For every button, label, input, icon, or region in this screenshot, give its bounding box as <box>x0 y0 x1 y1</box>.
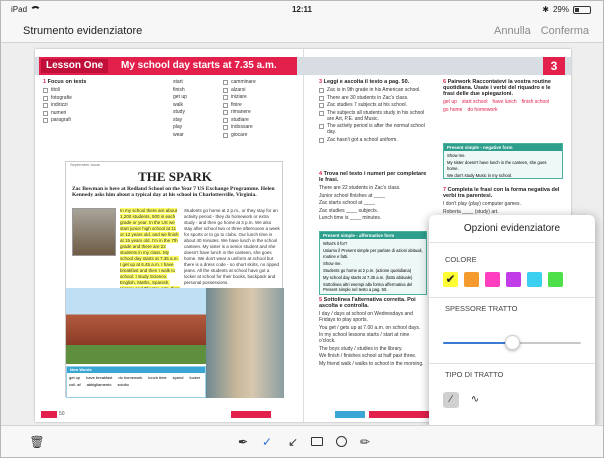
popover-title: Opzioni evidenziatore <box>429 215 595 243</box>
verb-item <box>173 132 217 138</box>
exercise-1-item <box>43 95 139 101</box>
checkbox[interactable] <box>223 110 228 115</box>
present-simple-box <box>319 231 427 295</box>
circle-icon[interactable] <box>333 434 349 450</box>
new-word: locker <box>189 375 201 380</box>
new-word: get up <box>69 375 81 380</box>
bluetooth-icon: ✱ <box>542 5 549 14</box>
present-simple-line-text: Usiamo il Present simple per parlare di azioni abituali, routine e fatti. <box>323 248 423 259</box>
new-word: do homework <box>118 375 143 380</box>
article-lead: Zac Bowman is here at Redland School on the Year 7 US Exchange Programme. Helen Kennedy asks him about a typical day at his school in Charlottesville, Virginia. <box>72 186 275 198</box>
negative-form-line-text: We don't study Music in my school. <box>447 172 513 178</box>
lesson-tag: Lesson One <box>41 59 108 73</box>
new-words-box <box>66 366 206 398</box>
present-simple-line-text: What's it for? <box>323 241 348 246</box>
smooth-curve-icon[interactable]: ∿ <box>470 394 480 405</box>
checkbox[interactable] <box>223 125 228 130</box>
color-swatch[interactable] <box>464 272 479 287</box>
translation-item-text: indossare <box>231 124 253 130</box>
article-masthead: September issue <box>70 162 101 167</box>
exercise-3-item <box>319 123 427 135</box>
exercise-2 <box>173 79 289 139</box>
exercise-1-item <box>43 117 139 123</box>
new-words-list <box>67 373 205 389</box>
verb-item <box>173 117 217 123</box>
checkbox[interactable] <box>43 111 48 116</box>
verb-item <box>173 94 217 100</box>
trash-icon[interactable]: 🗑 <box>29 435 45 449</box>
new-words-title: New Words <box>67 367 205 373</box>
exercise-1-item-text: numeri <box>51 109 67 116</box>
page-spine <box>303 49 304 422</box>
page-number: 3 <box>543 57 565 75</box>
verb-item-text: study <box>173 109 185 115</box>
verb-item <box>173 102 217 108</box>
translation-item <box>223 117 275 123</box>
battery-level <box>575 8 579 12</box>
present-simple-line-text: Sottolinea altri esempi alla forma affermativa del Present simple nel testo a pag. 50. <box>323 281 413 292</box>
article-column-1[interactable]: In my school there are about 1,200 students, 500 in each grade or year. In the US we start junior high school at 11 or 12 years old, and we finish at 15 years old. I'm in the 7th grade and there are 22 students in my class. My school day starts at 7.35 a.m. I get up at 6.45 a.m. I have breakfast and then I walk to school. I study Science, English, Maths, Spanish, <box>120 208 180 316</box>
checkbox[interactable] <box>43 103 48 108</box>
exercise-5-item-text: I day / days at school on Wednesdays and Fridays to play sports. <box>319 311 413 323</box>
phrase-chip: go home <box>443 107 463 113</box>
exercise-2-translations <box>223 79 275 139</box>
checkbox[interactable] <box>319 103 324 108</box>
exercise-1 <box>43 79 139 125</box>
checkbox[interactable] <box>43 96 48 101</box>
negative-form-box-title: Present simple - negative form <box>444 144 562 151</box>
exercise-5-item <box>319 311 427 323</box>
exercise-3-title: Leggi e ascolta il testo a pag. 50. <box>323 79 410 85</box>
translation-item-text: iniziare <box>231 94 247 100</box>
negative-form-line <box>447 153 559 159</box>
exercise-6-title: Pairwork Raccontatevi la vostra routine quotidiana. Usate i verbi del riquadro e le frasi delle due spiegazioni. <box>443 79 551 97</box>
negative-form-line-text: Show me. <box>447 153 466 158</box>
color-label: COLORE <box>445 255 477 264</box>
exercise-1-item-text: indirizzi <box>51 102 68 108</box>
exercise-3-item <box>319 137 427 143</box>
negative-form-box <box>443 143 563 179</box>
footer-left-page: 50 <box>59 411 65 417</box>
verb-item-text: finish <box>173 86 185 93</box>
school-building-photo <box>66 288 206 364</box>
device-name: iPad <box>11 5 28 14</box>
color-swatch[interactable] <box>443 272 458 287</box>
verb-item <box>173 79 217 85</box>
present-simple-line <box>323 282 423 293</box>
color-swatch[interactable] <box>548 272 563 287</box>
exercise-7: 7 Completa le frasi con la forma negativa del verbi tra parentesi. I don't play (play) computer games. Roberta ____ (study) art. <box>443 187 563 224</box>
negative-form-line-text: My sister doesn't have lunch in the canteen, she goes home. <box>447 160 547 171</box>
exercise-5-item-text: You get / gets up at 7.00 a.m. on school days. <box>319 324 421 331</box>
cancel-button[interactable]: Annulla <box>494 25 531 37</box>
verb-item <box>173 109 217 115</box>
checkbox[interactable] <box>319 111 324 116</box>
checkbox[interactable] <box>319 138 324 143</box>
negative-form-line <box>447 160 559 171</box>
lesson-band <box>35 57 571 75</box>
exercise-3-item-text: The activity period is after the normal school day. <box>327 123 425 135</box>
exercise-4-item <box>319 208 427 214</box>
status-time: 12:11 <box>291 5 313 14</box>
translation-item <box>223 132 275 138</box>
stroke-type-label: TIPO DI TRATTO <box>445 370 504 379</box>
translation-item <box>223 102 275 108</box>
eraser-icon[interactable]: ✏ <box>359 435 371 449</box>
exercise-7-item <box>443 201 563 207</box>
arrow-icon[interactable]: ↙ <box>287 435 299 449</box>
exercise-4-item <box>319 193 427 199</box>
verb-item <box>173 87 217 93</box>
exercise-5-title: Sottolinea l'alternativa corretta. Poi ascolta e controlla. <box>319 297 416 309</box>
exercise-3-item <box>319 95 427 101</box>
freehand-line-icon[interactable]: ∕ <box>443 392 459 408</box>
exercise-1-title: Focus on texts <box>47 79 87 85</box>
article-column-2[interactable]: Students go home at 2 p.m., or they stay for an activity period - they do homework or extra study - and then go home at 3 p.m. We also stay after school two or three afternoons a week for sports or to go to clubs. Our lunch time is about 40 minutes. We have lunch in the school canteen. My sister is a senior student and she doesn't have lunch in the canteen, she goes home. We don't wear a uniform at school but there is a dress code - no short skirts, no ripped jeans. All the students at school have got a locker at school for their books, backpack and personal possessions. <box>184 208 280 285</box>
student-photo <box>72 208 116 256</box>
exercise-5-item-text: In my school lessons starts / start at nine o'clock. <box>319 332 410 344</box>
new-word: lunch time <box>148 375 167 380</box>
verb-item-text: wear <box>173 131 184 138</box>
verb-item-text: start <box>173 79 183 85</box>
exercise-4-title: Trova nel testo i numeri per completare le frasi. <box>319 171 427 183</box>
checkbox[interactable] <box>43 88 48 93</box>
present-simple-line <box>323 241 423 247</box>
present-simple-line <box>323 275 423 281</box>
students-photo <box>206 288 284 398</box>
exercise-5-item <box>319 346 427 352</box>
battery-icon <box>573 6 591 14</box>
exercise-3-item-text: Zac studies 7 subjects at his school. <box>327 102 408 108</box>
top-toolbar <box>1 19 603 43</box>
new-word: coll. af <box>69 382 81 387</box>
exercise-5-item <box>319 361 427 367</box>
status-bar <box>1 1 603 19</box>
exercise-4-item <box>319 215 427 221</box>
color-swatch[interactable] <box>485 272 500 287</box>
present-simple-line-text: Show me. <box>323 260 342 266</box>
present-simple-line <box>323 261 423 267</box>
exercise-4-item-text: There are 22 students in Zac's class. <box>319 185 401 191</box>
exercise-5-list <box>319 311 427 367</box>
phrase-chip: have lunch <box>492 99 517 105</box>
translation-item <box>223 109 275 115</box>
exercise-3-item <box>319 110 427 122</box>
present-simple-line <box>323 268 423 274</box>
checkbox[interactable] <box>319 124 324 129</box>
toolbar-title: Strumento evidenziatore <box>23 25 143 37</box>
highlighter-icon[interactable]: ✓ <box>261 435 273 449</box>
checkbox[interactable] <box>223 95 228 100</box>
exercise-5-item-text: The boys study / studies in the library. <box>319 345 403 352</box>
exercise-5-item-text: We finish / finishes school at half past three. <box>319 353 417 359</box>
exercise-1-item-text: titoli <box>51 87 60 93</box>
translation-item <box>223 94 275 100</box>
exercise-4-item-text: Zac starts school at ____ <box>319 200 375 206</box>
checkbox[interactable] <box>319 96 324 101</box>
exercise-3: 3 Leggi e ascolta il testo a pag. 50. Zac is in 9th grade in his American school. There are 30 students in Zac's class. Zac studies 7 subjects at his school. The subjects all students study in his school are Art, P.E. and Music. The activity period is after the normal school day. Zac hasn't got a school uniform. <box>319 79 427 144</box>
exercise-1-item-text: paragrafi <box>51 117 71 123</box>
exercise-3-item-text: Zac is in 9th grade in his American school. <box>327 87 421 93</box>
exercise-6: 6 Pairwork Raccontatevi la vostra routine quotidiana. Usate i verbi del riquadro e le frasi delle due spiegazioni. get up start school have lunch finish school go home do homework <box>443 79 563 113</box>
exercise-7-item <box>443 209 563 215</box>
exercise-5: 5 Sottolinea l'alternativa corretta. Poi ascolta e controlla. I day / days at school on Wednesdays and Fridays to play sports. You get / gets up at 7.00 a.m. on school days. In my school lessons starts / start at nine o'clock. The boys study / studies in the library. We finish / finishes school at half past three. My friend walk / walks to school in the morning. <box>319 297 427 368</box>
rectangle-icon[interactable] <box>309 434 325 450</box>
new-word: sciolto <box>117 382 129 387</box>
checkbox[interactable] <box>223 103 228 108</box>
translation-item-text: camminare <box>231 79 256 85</box>
verb-item-text: get up <box>173 94 187 100</box>
exercise-5-item <box>319 325 427 331</box>
exercise-4-item <box>319 185 427 191</box>
checkbox[interactable] <box>43 118 48 123</box>
stroke-type-options <box>443 392 483 408</box>
exercise-3-item-text: Zac hasn't got a school uniform. <box>327 136 398 143</box>
translation-item-text: giocare <box>231 131 248 138</box>
pen-icon[interactable]: ✒ <box>237 435 249 449</box>
translation-item-text: finire <box>231 101 242 108</box>
exercise-4-item <box>319 200 427 206</box>
translation-item-text: rimanere <box>231 109 251 115</box>
verb-item-text: play <box>173 124 183 130</box>
exercise-4-list <box>319 185 427 221</box>
verb-item-text: walk <box>173 101 184 108</box>
checkbox[interactable] <box>223 88 228 93</box>
exercise-4-item-text: Lunch time is ____ minutes. <box>319 215 382 221</box>
color-swatch[interactable] <box>506 272 521 287</box>
bottom-toolbar <box>1 425 603 457</box>
exercise-4: 4 Trova nel testo i numeri per completare le frasi. There are 22 students in Zac's class. Junior school finishes at ____ Zac starts school at ____ Zac studies ____ subjects. Lunch time is ____ minutes. <box>319 171 427 221</box>
present-simple-line <box>323 248 423 259</box>
color-swatch[interactable] <box>527 272 542 287</box>
negative-form-line <box>447 173 559 179</box>
exercise-6-phrases <box>443 99 563 113</box>
exercise-3-item-text: The subjects all students study in his school are Art, P.E. and Music. <box>327 109 425 122</box>
translation-item <box>223 79 275 85</box>
phrase-chip: do homework <box>467 107 498 113</box>
exercise-7-item-text: I don't play (play) computer games. <box>443 201 521 207</box>
present-simple-line-text: Students go home at 2 p.m. (azione quotidiana) <box>323 267 412 273</box>
checkbox[interactable] <box>223 118 228 123</box>
stroke-width-label: SPESSORE TRATTO <box>445 304 518 313</box>
phrase-chip: get up <box>443 99 457 105</box>
exercise-1-item-text: fotografie <box>51 94 72 101</box>
exercise-4-item-text: Junior school finishes at ____ <box>319 192 385 199</box>
translation-item <box>223 87 275 93</box>
stroke-width-thumb[interactable] <box>505 335 520 350</box>
phrase-chip: start school <box>461 99 488 105</box>
verb-item-text: stay <box>173 116 183 123</box>
exercise-2-verbs <box>173 79 217 139</box>
exercise-1-item <box>43 87 139 93</box>
new-word: have breakfast <box>86 375 113 380</box>
new-word: abbigliamento <box>86 382 112 387</box>
battery-percent: 29% <box>552 5 569 14</box>
exercise-1-list <box>43 87 139 123</box>
exercise-7-item-text: Roberta ____ (study) art. <box>443 208 499 215</box>
checkmark-icon: ✔ <box>445 272 456 286</box>
present-simple-line-text: My school day starts at 7.35 a.m. (fatto abituale) <box>323 274 413 280</box>
exercise-3-list <box>319 87 427 143</box>
translation-item-text: studiare <box>231 116 249 123</box>
checkbox[interactable] <box>319 88 324 93</box>
exercise-7-title: Completa le frasi con la forma negativa del verbi tra parentesi. <box>443 187 560 199</box>
confirm-button[interactable]: Conferma <box>540 25 589 37</box>
verb-item <box>173 124 217 130</box>
new-word: spend <box>172 375 184 380</box>
phrase-chip: finish school <box>521 99 550 105</box>
newspaper-article[interactable] <box>65 161 283 397</box>
present-simple-box-title: Present simple - affermative form <box>320 232 426 239</box>
exercise-3-item-text: There are 30 students in Zac's class. <box>327 94 409 101</box>
exercise-5-item <box>319 332 427 344</box>
exercise-3-item <box>319 87 427 93</box>
translation-item <box>223 124 275 130</box>
checkbox[interactable] <box>223 133 228 138</box>
checkbox[interactable] <box>223 80 228 85</box>
exercise-1-item <box>43 110 139 116</box>
color-swatches <box>443 272 563 287</box>
exercise-4-item-text: Zac studies ____ subjects. <box>319 207 379 214</box>
translation-item-text: alzarsi <box>231 86 246 93</box>
exercise-3-item <box>319 102 427 108</box>
lesson-headline: My school day starts at 7.35 a.m. <box>121 60 277 71</box>
exercise-5-item <box>319 353 427 359</box>
newspaper-name: THE SPARK <box>138 169 212 184</box>
exercise-5-item-text: My friend walk / walks to school in the morning. <box>319 360 424 367</box>
exercise-1-item <box>43 102 139 108</box>
exercise-number: 1 <box>43 79 48 85</box>
